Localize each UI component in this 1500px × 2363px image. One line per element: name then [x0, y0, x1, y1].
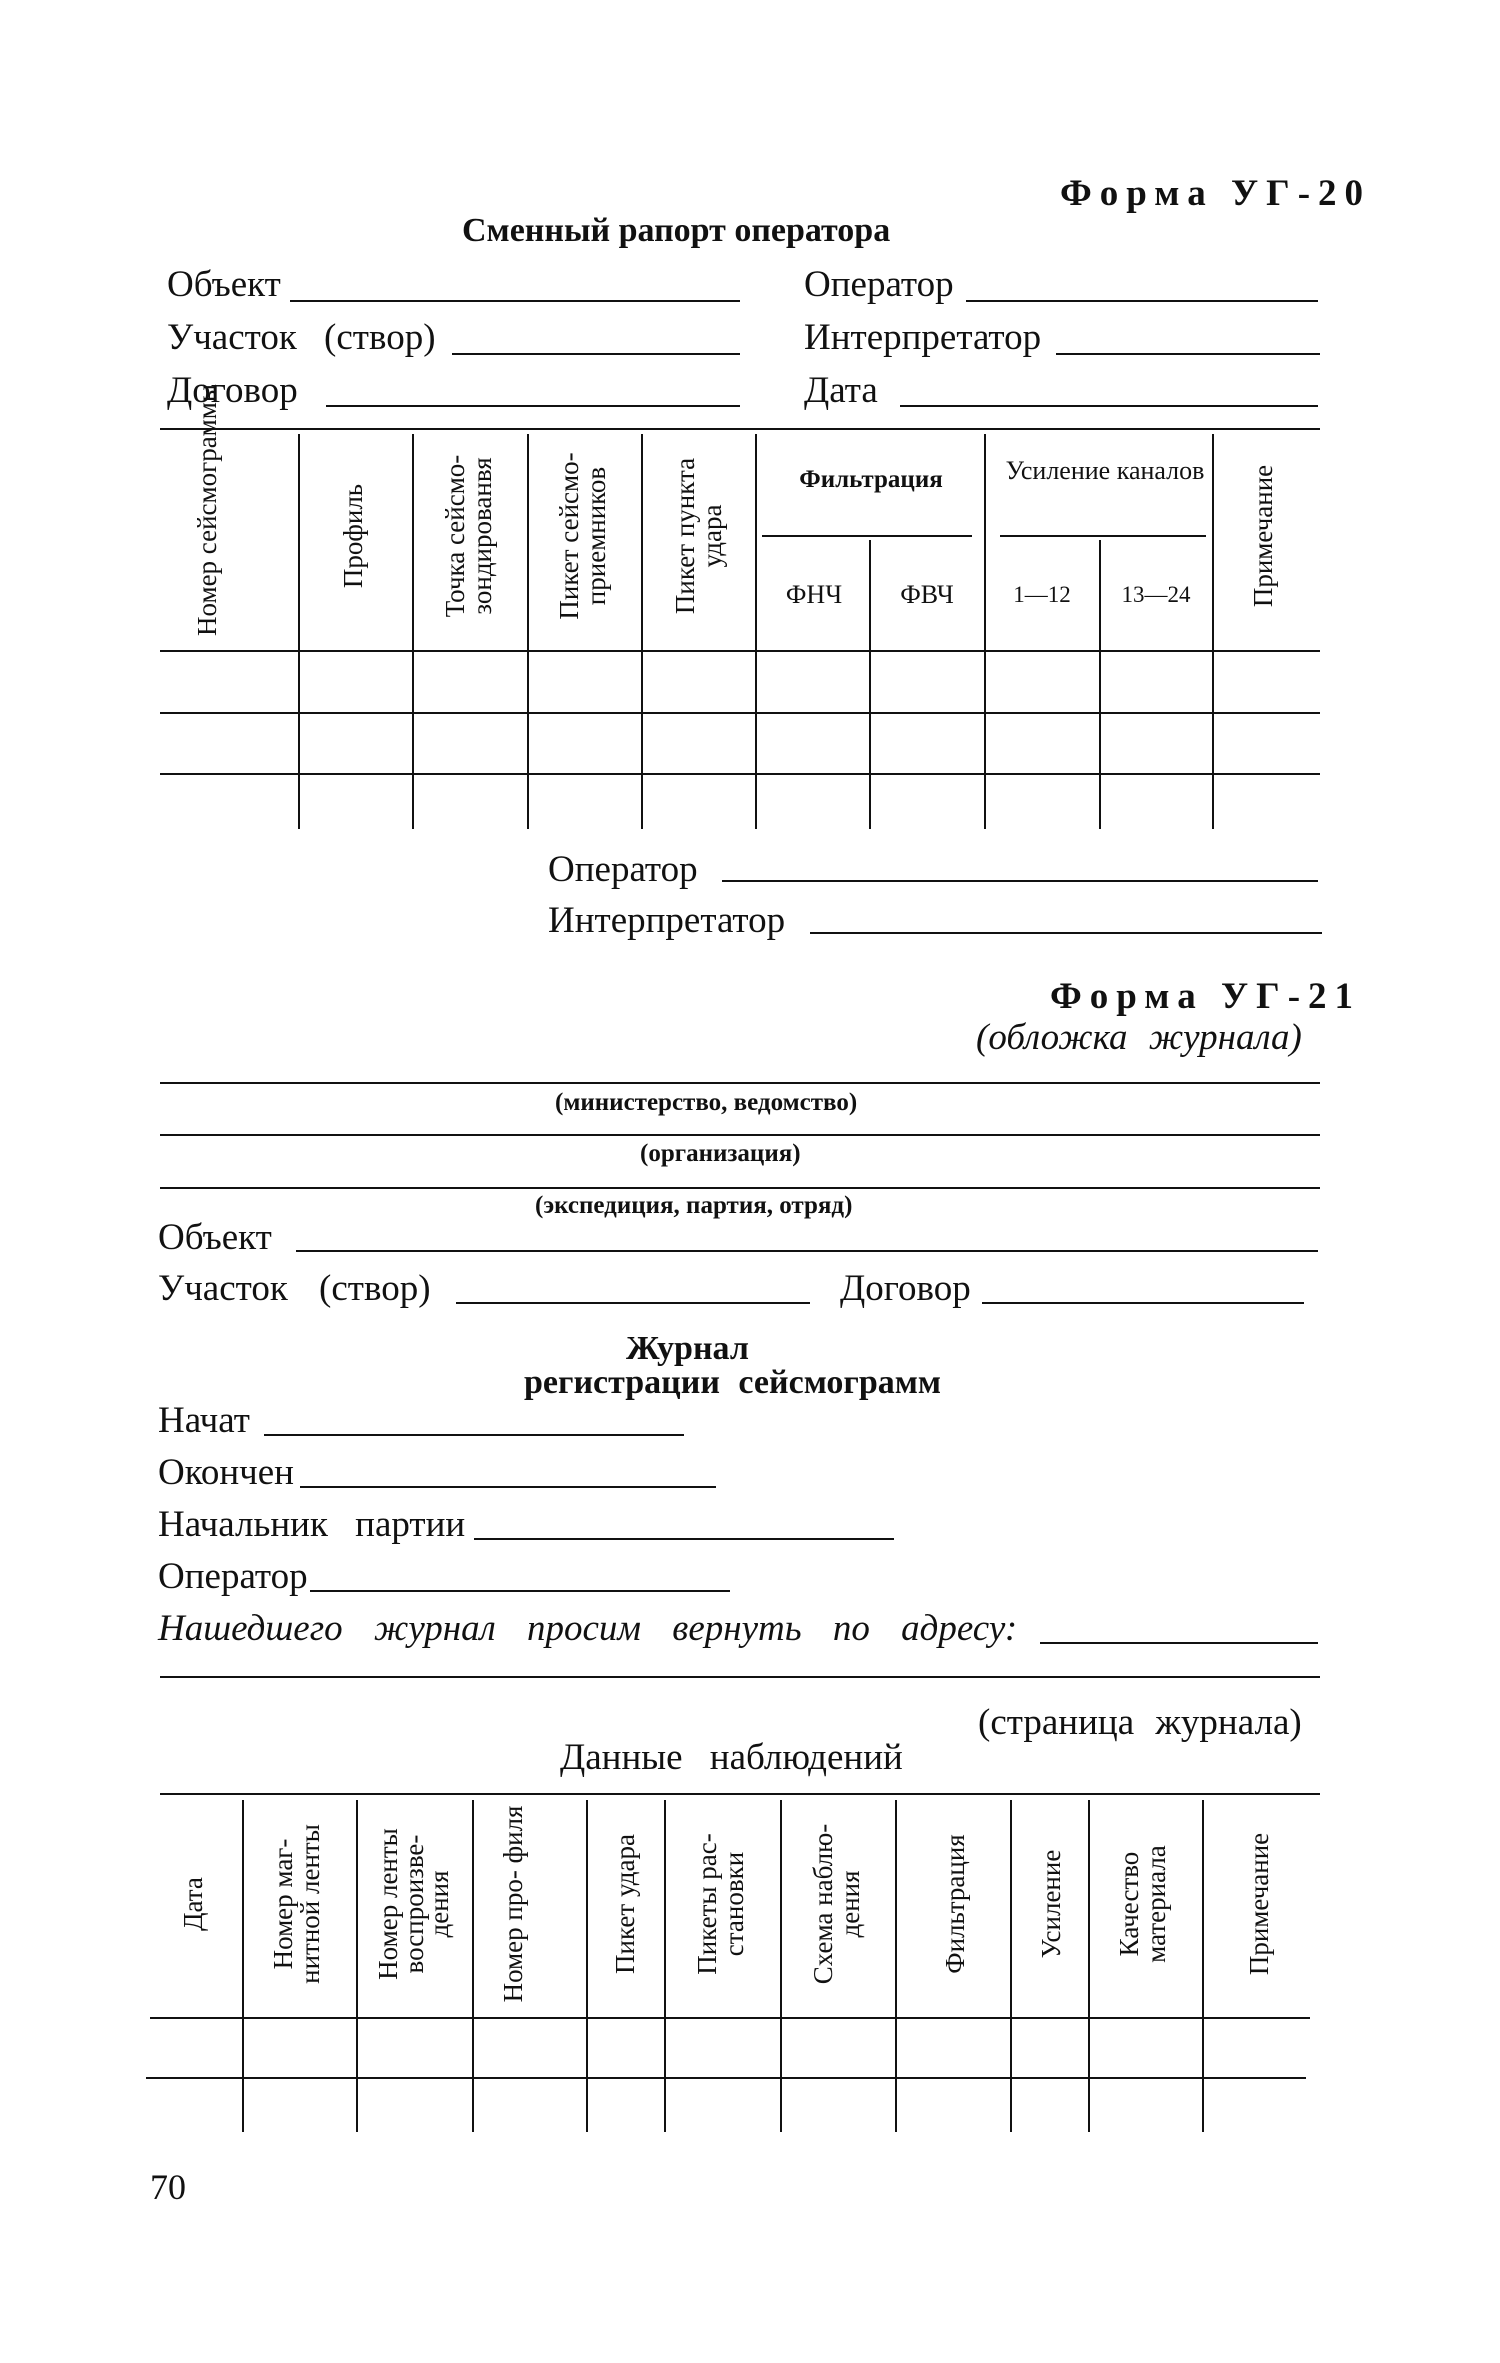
obs-col-divider [1202, 1800, 1204, 2132]
col-header-shot-picket: Пикет пункта удара [670, 457, 727, 615]
col-divider [755, 434, 757, 829]
obs-col-date: Дата [178, 1877, 208, 1931]
obs-col-divider [1010, 1800, 1012, 2132]
cover-contract-line[interactable] [982, 1302, 1304, 1304]
col-header-profile: Профиль [338, 483, 368, 589]
field-date-label: Дата [804, 370, 878, 411]
started-line[interactable] [264, 1434, 684, 1436]
caption-ministry: (министерство, ведомство) [555, 1089, 858, 1116]
obs-col-divider [242, 1800, 244, 2132]
field-date-line[interactable] [900, 405, 1318, 407]
field-operator-line[interactable] [966, 300, 1318, 302]
obs-col-divider [664, 1800, 666, 2132]
filtration-sub-rule [762, 535, 972, 537]
field-contract-label: Договор [167, 370, 298, 411]
obs-col-profile-number: Номер про- филя [498, 1805, 528, 2003]
col-header-filtration: Фильтрация [799, 466, 943, 493]
report-title: Сменный рапорт оператора [462, 212, 891, 249]
journal-title: Журнал [626, 1330, 749, 1367]
col-header-seismogram-number: Номер сейсмограммы [192, 384, 222, 636]
obs-col-observation-scheme: Схема наблю- дения [808, 1823, 865, 1985]
obs-col-divider [586, 1800, 588, 2132]
col-header-note: Примечание [1248, 464, 1278, 608]
return-address-line[interactable] [1040, 1642, 1318, 1644]
field-operator-label: Оператор [804, 264, 954, 305]
form-subtitle-ug21: (обложка журнала) [976, 1017, 1302, 1058]
gain-sub-rule [1000, 535, 1206, 537]
obs-col-divider [1088, 1800, 1090, 2132]
caption-organization: (организация) [640, 1140, 801, 1167]
obs-col-divider [895, 1800, 897, 2132]
col-header-lpf: ФНЧ [785, 580, 843, 609]
table-row-rule [160, 773, 1320, 775]
col-divider [298, 434, 300, 829]
cover-section-line[interactable] [456, 1302, 810, 1304]
col-header-gain: Усиление каналов [1005, 456, 1205, 485]
table-top-rule [160, 428, 1320, 430]
finished-label: Окончен [158, 1452, 294, 1493]
signature-operator-label: Оператор [548, 849, 698, 890]
field-section-line[interactable] [452, 353, 740, 355]
obs-col-filtration: Фильтрация [940, 1834, 970, 1974]
obs-col-note: Примечание [1244, 1832, 1274, 1976]
return-note: Нашедшего журнал просим вернуть по адресу: [158, 1608, 1018, 1649]
field-contract-line[interactable] [326, 405, 740, 407]
cover-contract-label: Договор [840, 1268, 971, 1309]
col-header-hpf: ФВЧ [900, 580, 954, 609]
signature-interpreter-line[interactable] [810, 932, 1322, 934]
col-divider [1212, 434, 1214, 829]
cover-operator-label: Оператор [158, 1556, 308, 1597]
journal-subtitle: регистрации сейсмограмм [524, 1364, 942, 1401]
field-section-label: Участок (створ) [167, 317, 436, 358]
table-header-rule [160, 650, 1320, 652]
obs-col-divider [472, 1800, 474, 2132]
obs-col-divider [356, 1800, 358, 2132]
started-label: Начат [158, 1400, 250, 1441]
col-divider [412, 434, 414, 829]
caption-expedition: (экспедиция, партия, отряд) [535, 1192, 853, 1219]
obs-col-tape-number: Номер маг- нитной ленты [268, 1824, 325, 1984]
col-divider [984, 434, 986, 829]
cover-operator-line[interactable] [310, 1590, 730, 1592]
party-chief-line[interactable] [474, 1538, 894, 1540]
col-header-gain-1-12: 1—12 [1013, 582, 1071, 607]
field-object-label: Объект [167, 264, 281, 305]
obs-col-shot-picket: Пикет удара [610, 1834, 640, 1974]
col-header-receiver-picket: Пикет сейсмо- приемников [554, 452, 611, 620]
ministry-line[interactable] [160, 1082, 1320, 1084]
journal-page-label: (страница журнала) [978, 1702, 1302, 1743]
field-interpreter-line[interactable] [1056, 353, 1320, 355]
obs-col-gain: Усиление [1036, 1849, 1066, 1959]
col-header-gain-13-24: 13—24 [1121, 582, 1191, 607]
signature-interpreter-label: Интерпретатор [548, 900, 786, 941]
page-number: 70 [150, 2167, 186, 2207]
expedition-line[interactable] [160, 1187, 1320, 1189]
party-chief-label: Начальник партии [158, 1504, 466, 1545]
obs-table-top-rule [160, 1793, 1320, 1795]
field-interpreter-label: Интерпретатор [804, 317, 1042, 358]
obs-table-row-rule [146, 2077, 1306, 2079]
obs-col-playback-tape: Номер ленты воспроизве- дения [373, 1828, 455, 1980]
signature-operator-line[interactable] [722, 880, 1318, 882]
col-divider [641, 434, 643, 829]
finished-line[interactable] [300, 1486, 716, 1488]
table-row-rule [160, 712, 1320, 714]
cover-section-label: Участок (створ) [158, 1268, 431, 1309]
obs-col-material-quality: Качество материала [1114, 1845, 1171, 1963]
return-address-line-2[interactable] [160, 1676, 1320, 1678]
cover-object-line[interactable] [296, 1250, 1318, 1252]
col-divider [527, 434, 529, 829]
observations-title: Данные наблюдений [560, 1737, 903, 1778]
col-header-sounding-point: Точка сейсмо- зондированвя [440, 454, 497, 618]
form-label-ug20: Форма УГ-20 [1060, 173, 1372, 214]
field-object-line[interactable] [290, 300, 740, 302]
obs-col-spread-pickets: Пикеты рас- становки [692, 1833, 749, 1975]
form-label-ug21: Форма УГ-21 [1050, 976, 1362, 1017]
cover-object-label: Объект [158, 1217, 272, 1258]
obs-col-divider [780, 1800, 782, 2132]
organization-line[interactable] [160, 1134, 1320, 1136]
obs-table-header-rule [150, 2017, 1310, 2019]
